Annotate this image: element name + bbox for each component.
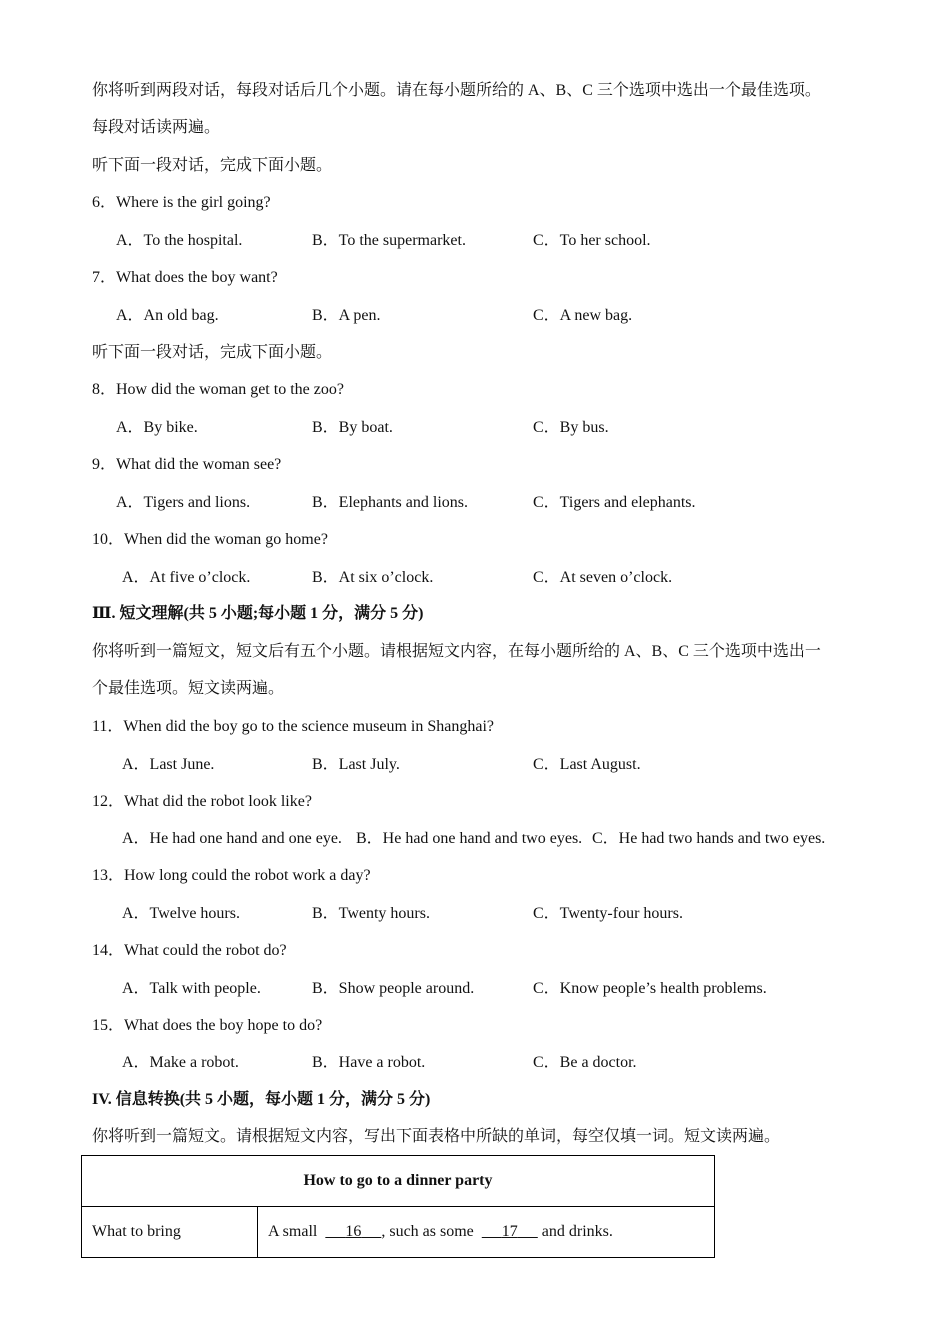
row-content-what-to-bring [258, 1207, 715, 1258]
question-13-option-b: B．Twenty hours. [312, 905, 430, 922]
question-10-option-b: B．At six o’clock. [312, 569, 434, 586]
question-12-stem: 12．What did the robot look like? [92, 793, 312, 810]
question-6-stem: 6．Where is the girl going? [92, 194, 271, 211]
question-10-option-a: A．At five o’clock. [122, 569, 251, 586]
question-7-option-c: C．A new bag. [533, 307, 633, 324]
info-table [81, 1155, 715, 1258]
listen-instruction-2: 听下面一段对话，完成下面小题。 [92, 344, 333, 361]
question-7-stem: 7．What does the boy want? [92, 269, 278, 286]
blank-17[interactable] [482, 1223, 538, 1240]
question-8-option-c: C．By bus. [533, 419, 609, 436]
row-text-post: and drinks. [537, 1223, 613, 1240]
row-text-pre: A small [268, 1223, 322, 1240]
question-10-option-c: C．At seven o’clock. [533, 569, 673, 586]
table-row [82, 1207, 715, 1258]
question-7-option-a: A．An old bag. [116, 307, 219, 324]
question-6-option-b: B．To the supermarket. [312, 232, 466, 249]
question-15-option-c: C．Be a doctor. [533, 1054, 637, 1071]
question-8-option-a: A．By bike. [116, 419, 198, 436]
info-table-title: How to go to a dinner party [82, 1156, 715, 1207]
question-13-stem: 13．How long could the robot work a day? [92, 867, 371, 884]
section-4-title: IV. 信息转换(共 5 小题，每小题 1 分，满分 5 分) [92, 1091, 431, 1108]
question-9-option-a: A．Tigers and lions. [116, 494, 251, 511]
question-10-stem: 10．When did the woman go home? [92, 531, 328, 548]
question-12-option-c: C．He had two hands and two eyes. [592, 830, 826, 847]
question-14-option-a: A．Talk with people. [122, 980, 261, 997]
question-15-stem: 15．What does the boy hope to do? [92, 1017, 323, 1034]
question-11-option-b: B．Last July. [312, 756, 400, 773]
question-9-option-b: B．Elephants and lions. [312, 494, 468, 511]
question-14-stem: 14．What could the robot do? [92, 942, 287, 959]
question-11-stem: 11．When did the boy go to the science museum in Shanghai? [92, 718, 494, 735]
question-14-option-c: C．Know people’s health problems. [533, 980, 767, 997]
intro-line-2: 每段对话读两遍。 [92, 119, 221, 136]
question-12-option-b: B．He had one hand and two eyes. [356, 830, 583, 847]
listen-instruction-1: 听下面一段对话，完成下面小题。 [92, 157, 333, 174]
question-15-option-a: A．Make a robot. [122, 1054, 239, 1071]
question-15-option-b: B．Have a robot. [312, 1054, 426, 1071]
intro-line-1: 你将听到两段对话，每段对话后几个小题。请在每小题所给的 A、B、C 三个选项中选出一个最佳选项。 [92, 82, 821, 99]
question-9-stem: 9．What did the woman see? [92, 456, 282, 473]
question-8-option-b: B．By boat. [312, 419, 393, 436]
section-3-intro-2: 个最佳选项。短文读两遍。 [92, 680, 285, 697]
section-3-intro-1: 你将听到一篇短文，短文后有五个小题。请根据短文内容，在每小题所给的 A、B、C 三个选项中选出一 [92, 643, 821, 660]
question-6-option-a: A．To the hospital. [116, 232, 243, 249]
section-3-title: Ⅲ. 短文理解(共 5 小题;每小题 1 分，满分 5 分) [92, 605, 424, 622]
blank-16-number: 16 [345, 1223, 362, 1240]
blank-17-number: 17 [501, 1223, 518, 1240]
question-14-option-b: B．Show people around. [312, 980, 475, 997]
question-6-option-c: C．To her school. [533, 232, 651, 249]
question-8-stem: 8．How did the woman get to the zoo? [92, 381, 344, 398]
question-11-option-a: A．Last June. [122, 756, 215, 773]
question-13-option-c: C．Twenty-four hours. [533, 905, 683, 922]
question-13-option-a: A．Twelve hours. [122, 905, 240, 922]
row-label-what-to-bring: What to bring [82, 1207, 258, 1258]
section-4-intro: 你将听到一篇短文。请根据短文内容，写出下面表格中所缺的单词，每空仅填一词。短文读两遍。 [92, 1128, 781, 1145]
question-9-option-c: C．Tigers and elephants. [533, 494, 696, 511]
info-table-header-row [82, 1156, 715, 1207]
question-12-option-a: A．He had one hand and one eye. [122, 830, 342, 847]
question-11-option-c: C．Last August. [533, 756, 641, 773]
question-7-option-b: B．A pen. [312, 307, 381, 324]
blank-16[interactable] [325, 1223, 381, 1240]
row-text-mid: , such as some [381, 1223, 478, 1240]
